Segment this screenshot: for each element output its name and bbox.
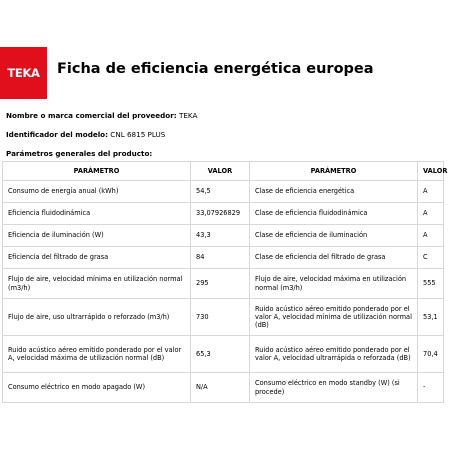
table-header-row bbox=[3, 162, 444, 181]
param-cell: Flujo de aire, velocidad mínima en utilización normal (m3/h) bbox=[3, 269, 191, 299]
table-row bbox=[3, 336, 444, 373]
table-row bbox=[3, 269, 444, 299]
value-cell: C bbox=[418, 247, 444, 269]
param-cell: Consumo de energía anual (kWh) bbox=[3, 181, 191, 203]
param-cell: Ruido acústico aéreo emitido ponderado por el valor A, velocidad máxima de utilización normal (dB) bbox=[3, 336, 191, 373]
column-header-valor-2: VALOR bbox=[418, 162, 444, 181]
logo-text: TEKA bbox=[7, 66, 40, 80]
model-value: CNL 6815 PLUS bbox=[110, 130, 166, 139]
value-cell: 65,3 bbox=[191, 336, 250, 373]
column-header-parametro-2: PARÁMETRO bbox=[250, 162, 418, 181]
value-cell: 295 bbox=[191, 269, 250, 299]
page-title: Ficha de eficiencia energética europea bbox=[57, 61, 374, 77]
model-label: Identificador del modelo: bbox=[6, 130, 108, 139]
param-cell: Eficiencia fluidodinámica bbox=[3, 203, 191, 225]
value-cell: A bbox=[418, 225, 444, 247]
param-cell: Consumo eléctrico en modo apagado (W) bbox=[3, 373, 191, 403]
value-cell: 54,5 bbox=[191, 181, 250, 203]
value-cell: 33,07926829 bbox=[191, 203, 250, 225]
column-header-parametro-1: PARÁMETRO bbox=[3, 162, 191, 181]
value-cell: 70,4 bbox=[418, 336, 444, 373]
param-cell: Consumo eléctrico en modo standby (W) (si procede) bbox=[250, 373, 418, 403]
value-cell: N/A bbox=[191, 373, 250, 403]
column-header-valor-1: VALOR bbox=[191, 162, 250, 181]
param-cell: Clase de eficiencia de iluminación bbox=[250, 225, 418, 247]
value-cell: 43,3 bbox=[191, 225, 250, 247]
value-cell: 730 bbox=[191, 299, 250, 336]
teka-logo bbox=[0, 47, 47, 99]
header bbox=[0, 47, 452, 99]
param-cell: Clase de eficiencia del filtrado de grasa bbox=[250, 247, 418, 269]
parameters-table bbox=[2, 161, 448, 403]
param-cell: Flujo de aire, velocidad máxima en utilización normal (m3/h) bbox=[250, 269, 418, 299]
value-cell: 84 bbox=[191, 247, 250, 269]
supplier-line bbox=[6, 111, 197, 120]
value-cell: 555 bbox=[418, 269, 444, 299]
supplier-value: TEKA bbox=[178, 111, 198, 120]
param-cell: Ruido acústico aéreo emitido ponderado por el valor A, velocidad mínima de utilización normal (dB) bbox=[250, 299, 418, 336]
value-cell: 53,1 bbox=[418, 299, 444, 336]
param-cell: Clase de eficiencia energética bbox=[250, 181, 418, 203]
param-cell: Clase de eficiencia fluidodinámica bbox=[250, 203, 418, 225]
param-cell: Flujo de aire, uso ultrarrápido o reforzado (m3/h) bbox=[3, 299, 191, 336]
table-row bbox=[3, 299, 444, 336]
value-cell: - bbox=[418, 373, 444, 403]
table-row bbox=[3, 225, 444, 247]
table-row bbox=[3, 203, 444, 225]
value-cell: A bbox=[418, 203, 444, 225]
param-cell: Eficiencia del filtrado de grasa bbox=[3, 247, 191, 269]
table-row bbox=[3, 181, 444, 203]
param-cell: Eficiencia de iluminación (W) bbox=[3, 225, 191, 247]
model-line bbox=[6, 130, 165, 139]
value-cell: A bbox=[418, 181, 444, 203]
table-row bbox=[3, 247, 444, 269]
params-heading: Parámetros generales del producto: bbox=[6, 149, 153, 158]
supplier-label: Nombre o marca comercial del proveedor: bbox=[6, 111, 177, 120]
params-heading-line bbox=[6, 149, 152, 158]
param-cell: Ruido acústico aéreo emitido ponderado por el valor A, velocidad ultrarrápida o reforzada (dB) bbox=[250, 336, 418, 373]
table-row bbox=[3, 373, 444, 403]
